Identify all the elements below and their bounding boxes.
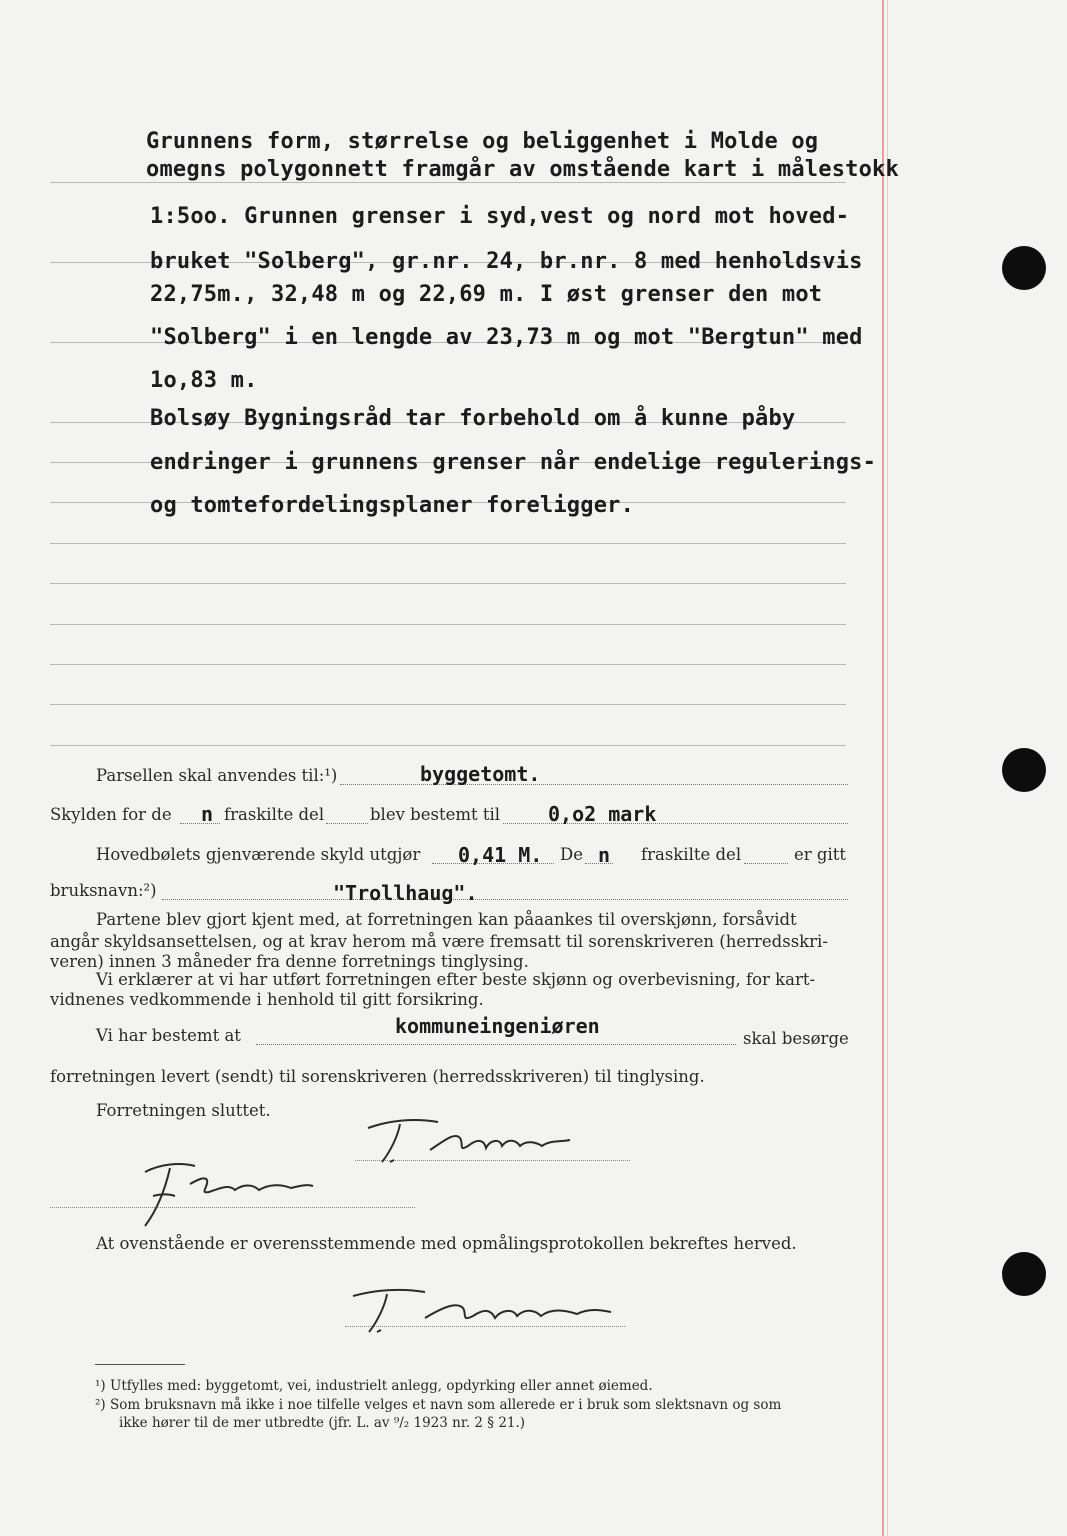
sluttet-line: Forretningen sluttet. — [96, 1101, 271, 1120]
dotted-fill-line — [340, 784, 848, 785]
typed-line-8: Bolsøy Bygningsråd tar forbehold om å kunne påby — [150, 406, 796, 431]
ruled-line — [50, 624, 846, 625]
erklaerer-line-1: Vi erklærer at vi har utført forretningen efter beste skjønn og overbevisning, for kart- — [96, 970, 816, 989]
footnote-1: ¹) Utfylles med: byggetomt, vei, industrielt anlegg, opdyrking eller annet øiemed. — [95, 1378, 653, 1394]
margin-rule — [882, 0, 884, 1536]
hoved-mid: fraskilte del — [641, 845, 742, 864]
dotted-fill-line — [162, 899, 848, 900]
typed-line-9: endringer i grunnens grenser når endelige regulerings- — [150, 450, 877, 475]
hoved-de: De — [560, 845, 583, 864]
bestemt-value: kommuneingeniøren — [395, 1014, 600, 1038]
bruksnavn-label: bruksnavn:²) — [50, 881, 157, 900]
typed-line-6: "Solberg" i en lengde av 23,73 m og mot "Bergtun" med — [150, 325, 863, 350]
typed-line-1: Grunnens form, størrelse og beliggenhet i Molde og — [146, 129, 819, 154]
dotted-fill-line — [256, 1044, 736, 1045]
bestemt-prefix: Vi har bestemt at — [96, 1026, 241, 1045]
ruled-line — [50, 182, 846, 183]
parsell-label: Parsellen skal anvendes til:¹) — [96, 766, 338, 785]
partene-line-3: veren) innen 3 måneder fra denne forretnings tinglysing. — [50, 952, 529, 971]
partene-line-1: Partene blev gjort kjent med, at forretningen kan påaankes til overskjønn, forsåvidt — [96, 910, 797, 929]
hoved-n: n — [598, 843, 611, 867]
skyld-prefix: Skylden for de — [50, 805, 172, 824]
ruled-line — [50, 704, 846, 705]
hoved-prefix: Hovedbølets gjenværende skyld utgjør — [96, 845, 421, 864]
erklaerer-line-2: vidnenes vedkommende i henhold til gitt forsikring. — [50, 990, 484, 1009]
hoved-suffix: er gitt — [794, 845, 846, 864]
footnote-2-line-2: ikke hører til de mer utbredte (jfr. L. av ⁹/₂ 1923 nr. 2 § 21.) — [119, 1415, 526, 1431]
margin-rule-secondary — [887, 0, 888, 1536]
ruled-line — [50, 745, 846, 746]
typed-line-2: omegns polygonnett framgår av omstående kart i målestokk — [146, 157, 899, 182]
typed-line-3: 1:5oo. Grunnen grenser i syd,vest og nord mot hoved- — [150, 204, 850, 229]
ruled-line — [50, 664, 846, 665]
bestemt-suffix: skal besørge — [743, 1029, 849, 1048]
punch-hole-middle — [1002, 748, 1046, 792]
typed-line-10: og tomtefordelingsplaner foreligger. — [150, 493, 635, 518]
dotted-fill-line — [180, 823, 220, 824]
levert-line: forretningen levert (sendt) til sorenskriveren (herredsskriveren) til tinglysing. — [50, 1067, 705, 1086]
ruled-line — [50, 543, 846, 544]
dotted-fill-line — [744, 863, 788, 864]
parsell-value: byggetomt. — [420, 762, 541, 786]
skyld-n: n — [201, 802, 214, 826]
punch-hole-bottom — [1002, 1252, 1046, 1296]
skyld-mid: fraskilte del — [224, 805, 325, 824]
typed-line-4: bruket "Solberg", gr.nr. 24, br.nr. 8 med henholdsvis — [150, 249, 863, 274]
typed-line-7: 1o,83 m. — [150, 368, 258, 393]
footnote-rule — [95, 1364, 185, 1365]
hoved-value: 0,41 M. — [458, 843, 543, 867]
punch-hole-top — [1002, 246, 1046, 290]
skyld-value: 0,o2 mark — [548, 802, 657, 826]
bruksnavn-value: "Trollhaug". — [333, 881, 478, 905]
dotted-fill-line — [326, 823, 368, 824]
signature-handwritten — [345, 1278, 625, 1338]
partene-line-2: angår skyldsansettelsen, og at krav herom må være fremsatt til sorenskriveren (herredsskri- — [50, 932, 828, 951]
signature-handwritten — [135, 1150, 325, 1230]
footnote-2-line-1: ²) Som bruksnavn må ikke i noe tilfelle velges et navn som allerede er i bruk som slektsnavn og som — [95, 1397, 782, 1413]
ruled-line — [50, 583, 846, 584]
bekreftes-line: At ovenstående er overensstemmende med opmålingsprotokollen bekreftes herved. — [96, 1234, 797, 1253]
typed-line-5: 22,75m., 32,48 m og 22,69 m. I øst grenser den mot — [150, 282, 823, 307]
signature-handwritten — [360, 1110, 590, 1170]
skyld-mid2: blev bestemt til — [370, 805, 501, 824]
